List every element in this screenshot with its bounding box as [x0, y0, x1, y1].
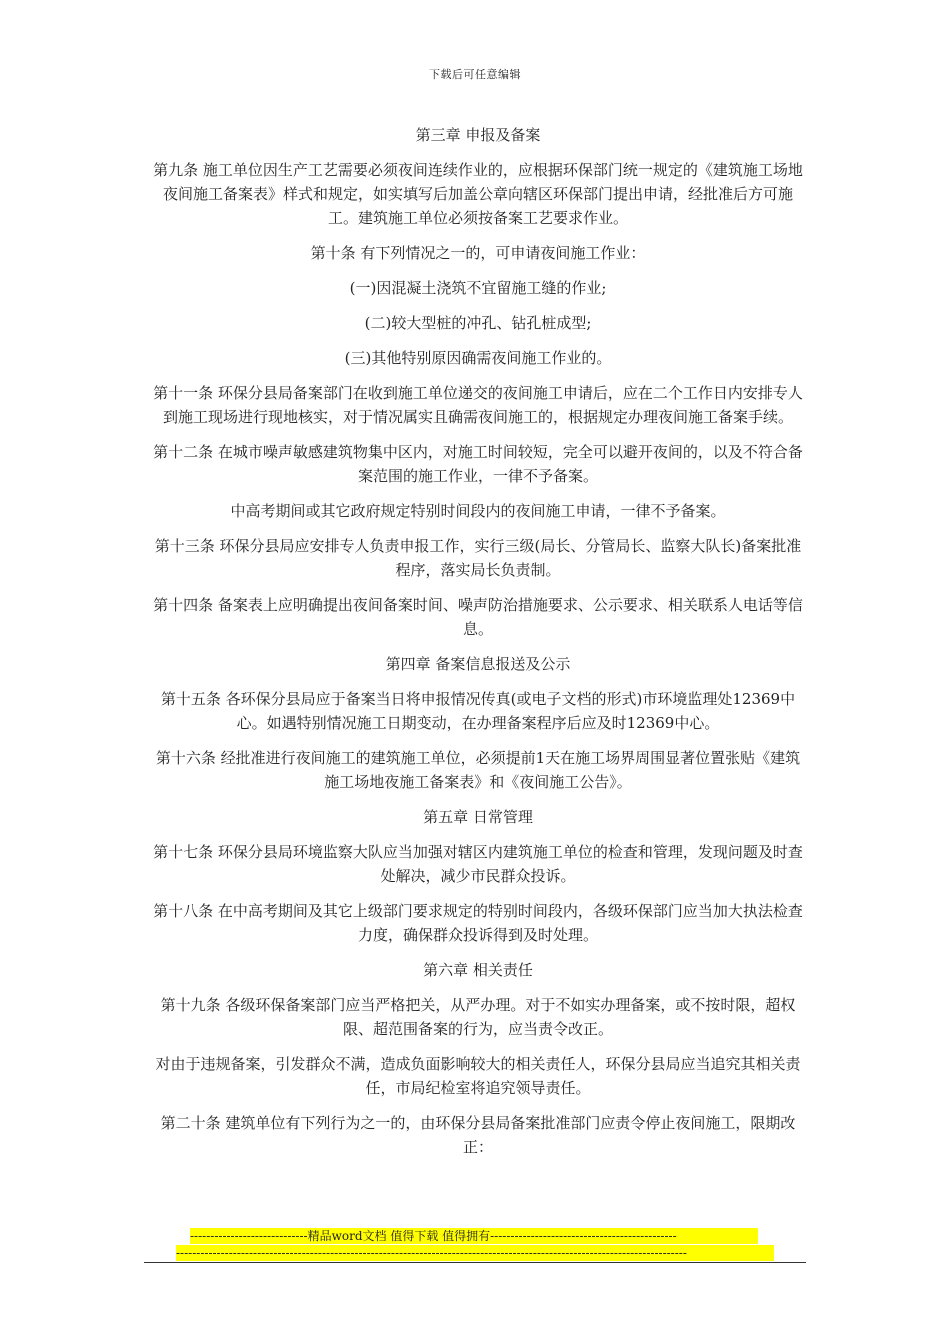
page-header: 下载后可任意编辑	[429, 68, 521, 81]
chapter-4-title: 第四章 备案信息报送及公示	[385, 655, 571, 673]
article-10-item-1: (一)因混凝土浇筑不宜留施工缝的作业;	[349, 279, 607, 297]
article-10-item-2: (二)较大型桩的冲孔、钻孔桩成型;	[364, 314, 592, 332]
article-19-note: 对由于违规备案，引发群众不满，造成负面影响较大的相关责任人，环保分县局应当追究其相关责任，市局纪检室将追究领导责任。	[155, 1055, 801, 1097]
article-12: 第十二条 在城市噪声敏感建筑物集中区内，对施工时间较短，完全可以避开夜间的，以及不符合备案范围的施工作业，一律不予备案。	[153, 443, 803, 485]
footer-banner-line-1: -----------------------------精品word文档 值得下载 值得拥有----------------------------------------------	[190, 1228, 758, 1244]
chapter-5-title: 第五章 日常管理	[423, 808, 533, 826]
chapter-6-title: 第六章 相关责任	[423, 961, 533, 979]
article-16: 第十六条 经批准进行夜间施工的建筑施工单位，必须提前1天在施工场界周围显著位置张贴《建筑施工场地夜施工备案表》和《夜间施工公告》。	[155, 749, 801, 791]
chapter-3-title: 第三章 申报及备案	[415, 126, 541, 144]
article-12-note: 中高考期间或其它政府规定特别时间段内的夜间施工申请，一律不予备案。	[230, 502, 726, 520]
article-14: 第十四条 备案表上应明确提出夜间备案时间、噪声防治措施要求、公示要求、相关联系人电话等信息。	[153, 596, 803, 638]
article-17: 第十七条 环保分县局环境监察大队应当加强对辖区内建筑施工单位的检查和管理，发现问题及时查处解决，减少市民群众投诉。	[153, 843, 803, 885]
footer-banner-line-2: ------------------------------------------------------------------------------------------------------------------------------	[176, 1245, 774, 1261]
article-19: 第十九条 各级环保备案部门应当严格把关，从严办理。对于不如实办理备案，或不按时限，超权限、超范围备案的行为，应当责令改正。	[160, 996, 796, 1038]
article-20: 第二十条 建筑单位有下列行为之一的，由环保分县局备案批准部门应责令停止夜间施工，限期改正：	[160, 1114, 796, 1156]
document-body	[150, 123, 806, 1170]
article-15: 第十五条 各环保分县局应于备案当日将申报情况传真(或电子文档的形式)市环境监理处12369中心。如遇特别情况施工日期变动，在办理备案程序后应及时12369中心。	[160, 690, 796, 732]
article-10: 第十条 有下列情况之一的，可申请夜间施工作业：	[310, 244, 646, 262]
article-9: 第九条 施工单位因生产工艺需要必须夜间连续作业的，应根据环保部门统一规定的《建筑施工场地夜间施工备案表》样式和规定，如实填写后加盖公章向辖区环保部门提出申请，经批准后方可施工。建筑施工单位必须按备案工艺要求作业。	[153, 161, 803, 227]
article-11: 第十一条 环保分县局备案部门在收到施工单位递交的夜间施工申请后，应在二个工作日内安排专人到施工现场进行现地核实，对于情况属实且确需夜间施工的，根据规定办理夜间施工备案手续。	[153, 384, 803, 426]
footer-divider	[144, 1262, 806, 1263]
article-18: 第十八条 在中高考期间及其它上级部门要求规定的特别时间段内，各级环保部门应当加大执法检查力度，确保群众投诉得到及时处理。	[153, 902, 803, 944]
article-10-item-3: (三)其他特别原因确需夜间施工作业的。	[344, 349, 612, 367]
article-13: 第十三条 环保分县局应安排专人负责申报工作，实行三级(局长、分管局长、监察大队长)备案批准程序，落实局长负责制。	[154, 537, 802, 579]
